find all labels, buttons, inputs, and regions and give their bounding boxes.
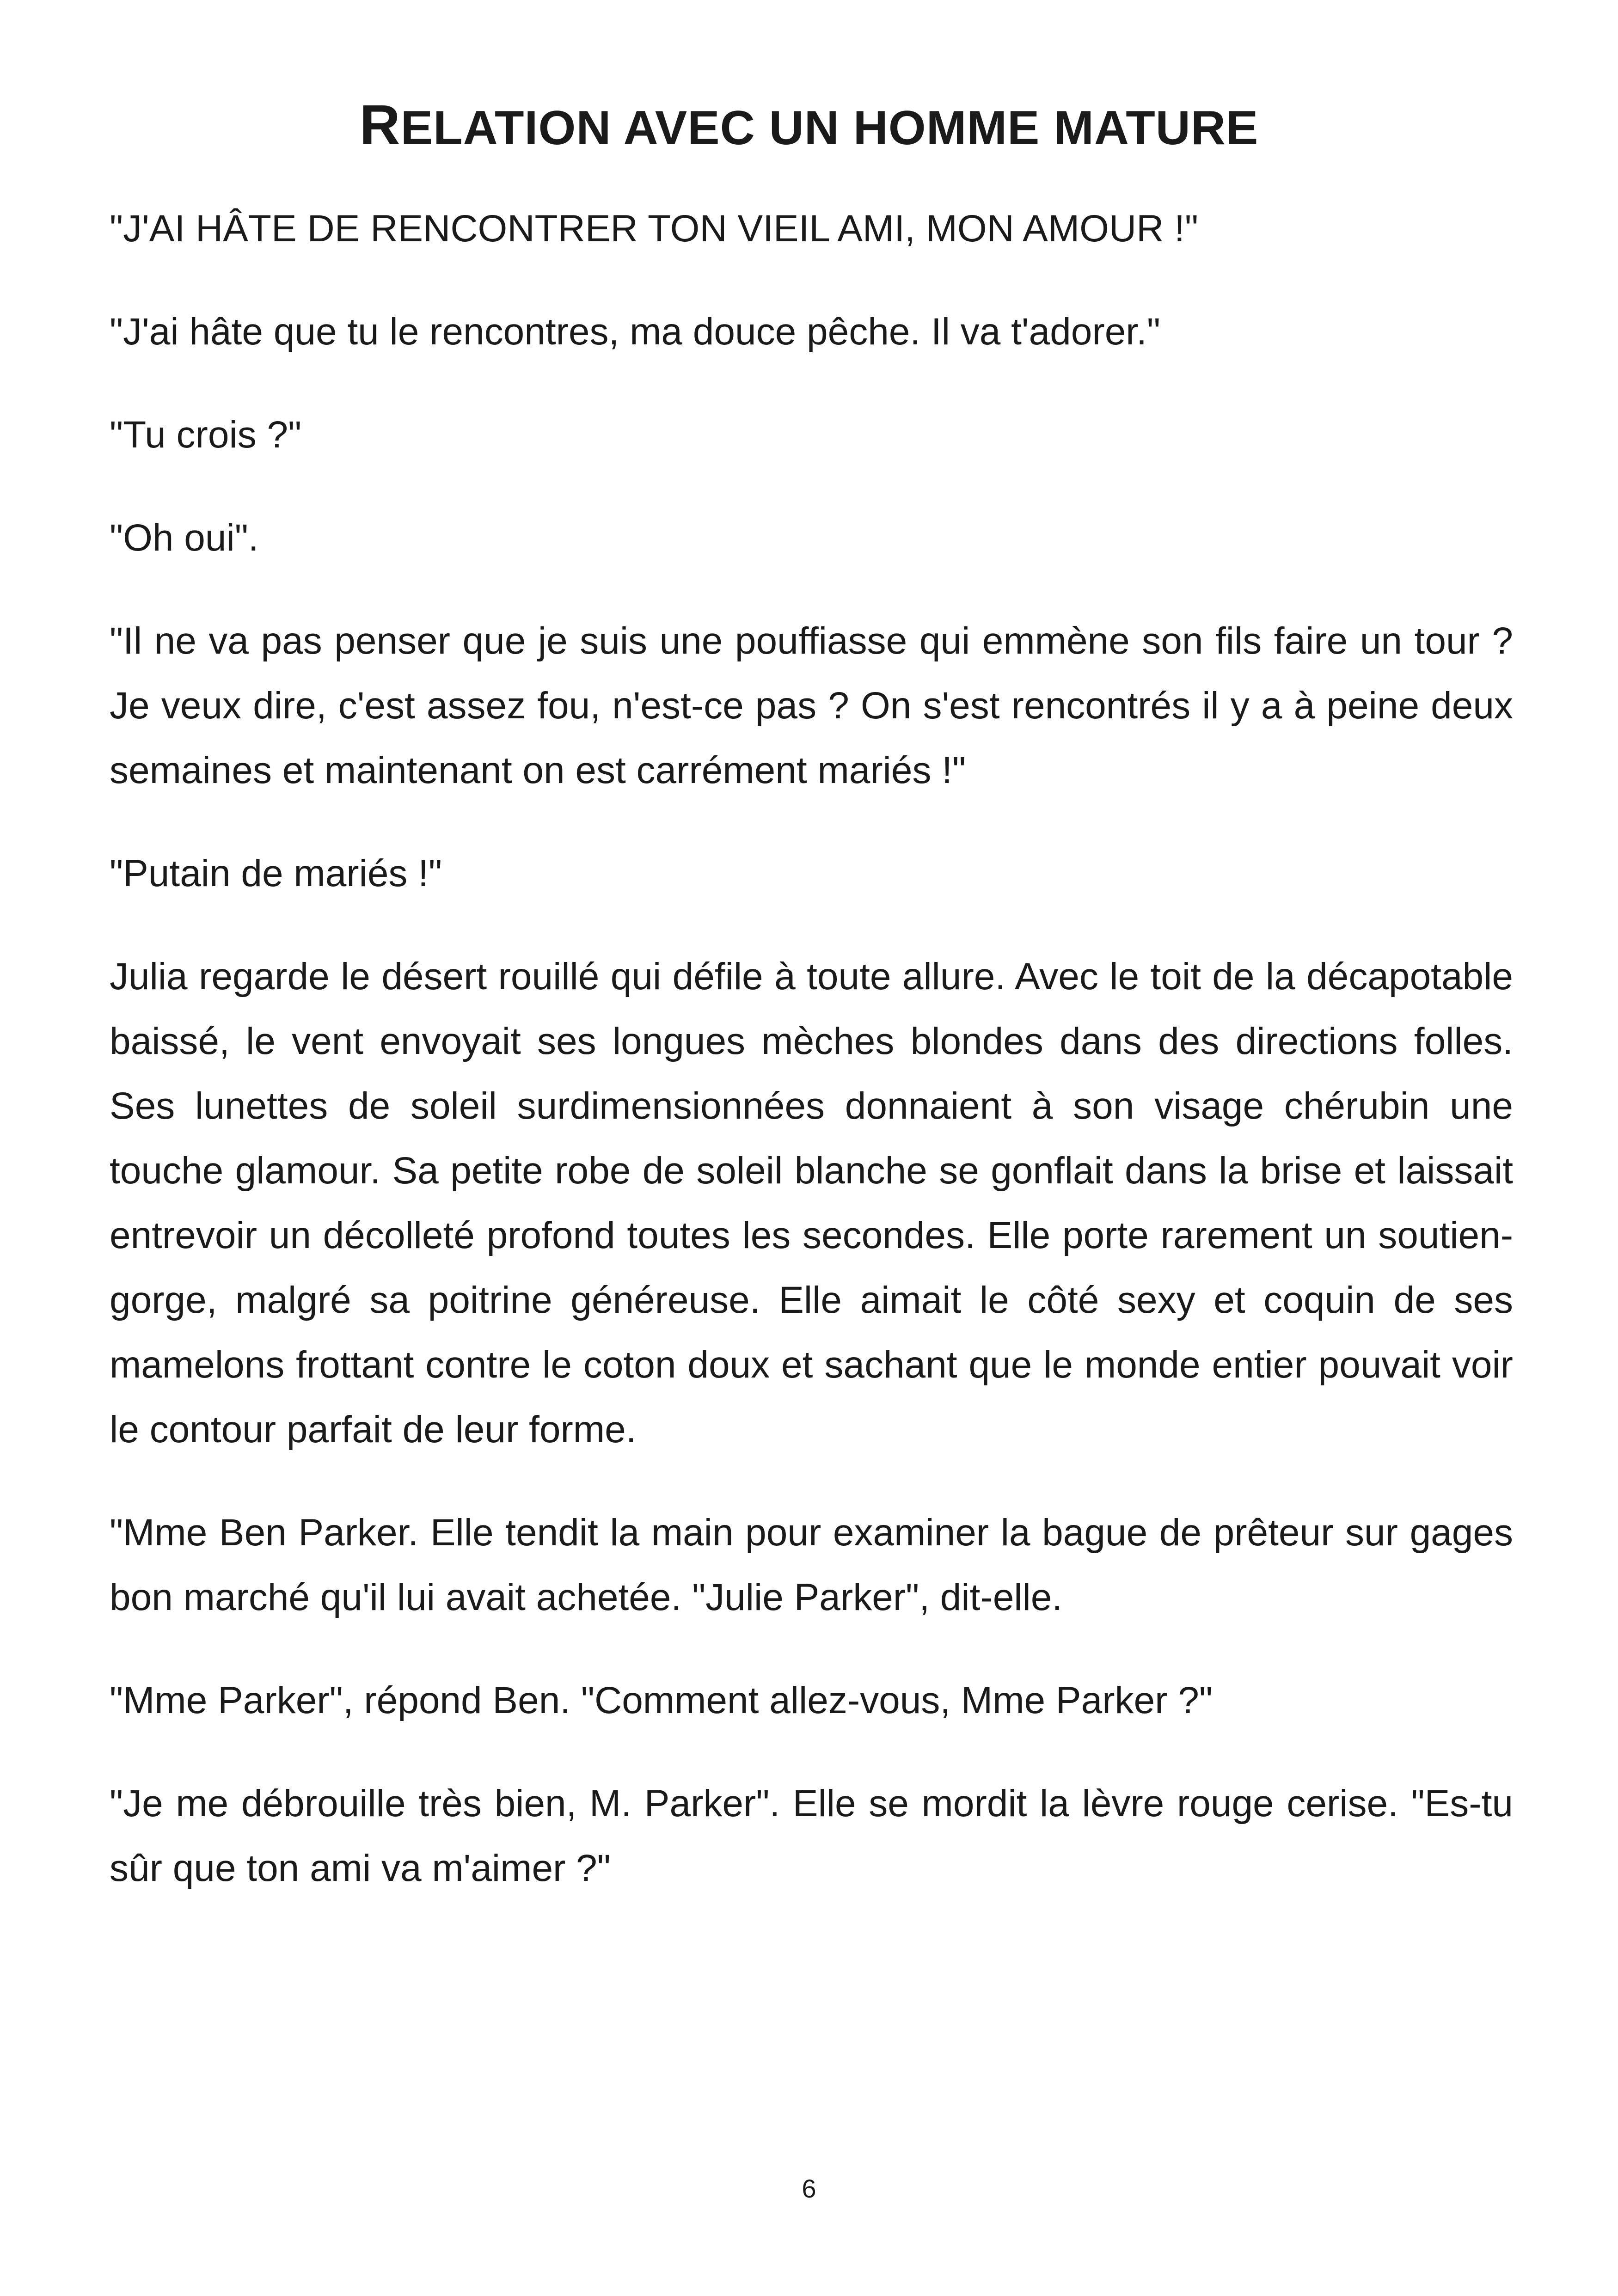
page-number: 6 [802, 2174, 816, 2203]
paragraph: "Il ne va pas penser que je suis une pouffiasse qui emmène son fils faire un tour ? Je veux dire, c'est assez fou, n'est-ce pas ? On s'est rencontrés il y a à peine deux semaines et maintenant on est carrément mariés !" [110, 620, 1513, 791]
paragraph: Julia regarde le désert rouillé qui défile à toute allure. Avec le toit de la décapotable baissé, le vent envoyait ses longues mèches blondes dans des directions folles. Ses lunettes de soleil surdimensionnées donnaient à son visage chérubin une touche glamour. Sa petite robe de soleil blanche se gonflait dans la brise et laissait entrevoir un décolleté profond toutes les secondes. Elle porte rarement un soutien-gorge, malgré sa poitrine généreuse. Elle aimait le côté sexy et coquin de ses mamelons frottant contre le coton doux et sachant que le monde entier pouvait voir le contour parfait de leur forme. [110, 955, 1513, 1451]
chapter-title-rest: ELATION AVEC UN HOMME MATURE [400, 101, 1259, 155]
chapter-body [110, 196, 1513, 1939]
paragraph: "J'AI HÂTE DE RENCONTRER TON VIEIL AMI, MON AMOUR !" [110, 208, 1199, 250]
paragraph: "J'ai hâte que tu le rencontres, ma douce pêche. Il va t'adorer." [110, 311, 1160, 353]
paragraph: "Mme Parker", répond Ben. "Comment allez-vous, Mme Parker ?" [110, 1679, 1213, 1721]
chapter-title-initial: R [359, 93, 401, 156]
paragraph: "Mme Ben Parker. Elle tendit la main pour examiner la bague de prêteur sur gages bon marché qu'il lui avait achetée. "Julie Parker", dit-elle. [110, 1512, 1513, 1618]
paragraph: "Tu crois ?" [110, 414, 302, 456]
paragraph: "Je me débrouille très bien, M. Parker". Elle se mordit la lèvre rouge cerise. "Es-tu sûr que ton ami va m'aimer ?" [110, 1782, 1513, 1889]
paragraph: "Putain de mariés !" [110, 852, 442, 894]
paragraph: "Oh oui". [110, 517, 259, 559]
chapter-title [0, 92, 1618, 160]
